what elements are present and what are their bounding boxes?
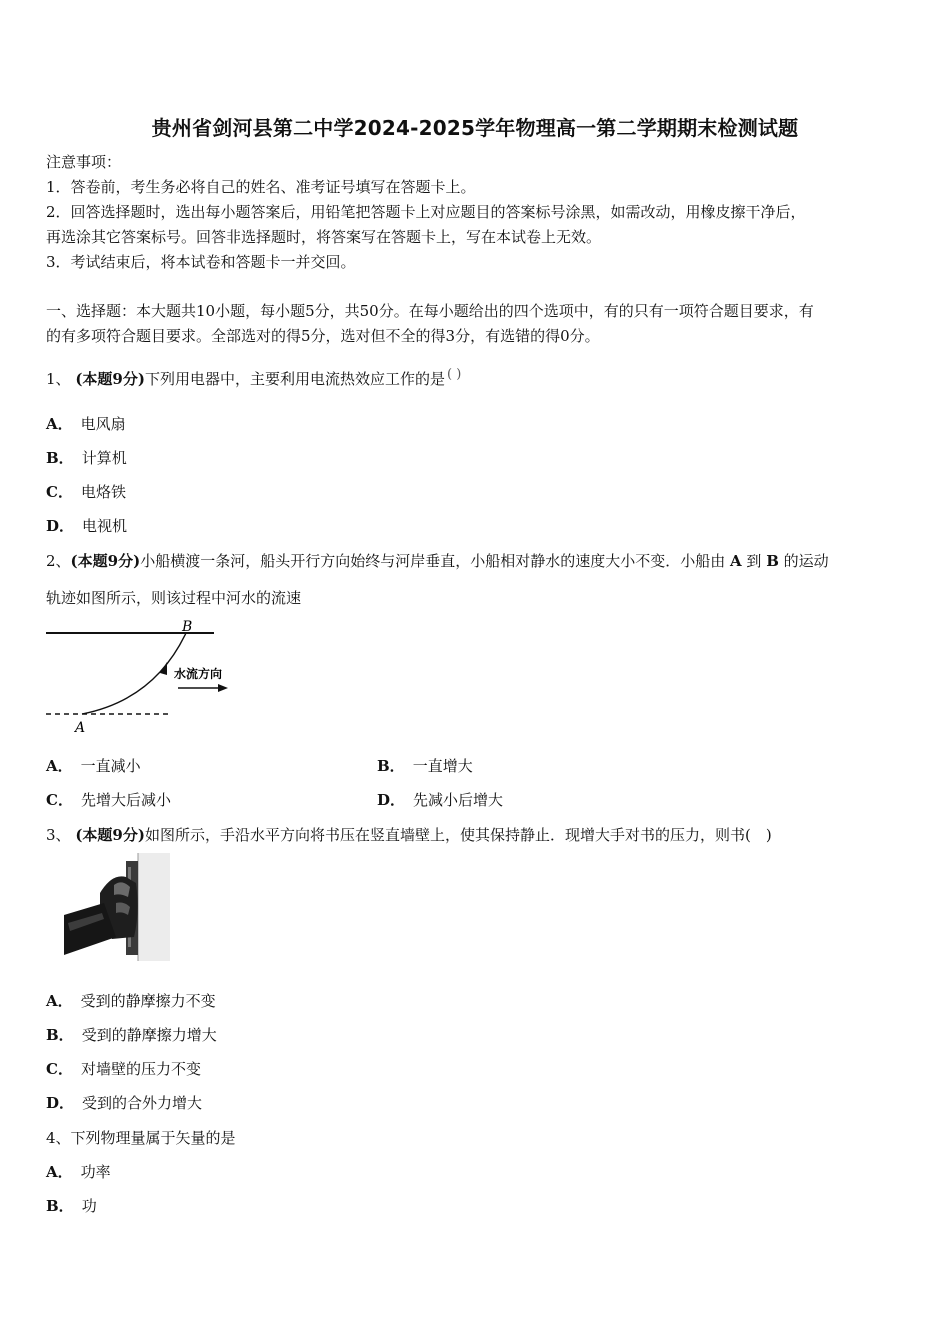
river-crossing-diagram bbox=[44, 615, 244, 737]
option-item bbox=[46, 1059, 201, 1079]
option-item bbox=[46, 516, 127, 536]
option-text: 电风扇 bbox=[80, 415, 126, 433]
option-text: 对墙壁的压力不变 bbox=[80, 1060, 201, 1078]
option-item bbox=[46, 1196, 97, 1216]
option-label: D． bbox=[46, 517, 75, 535]
option-text: 先减小后增大 bbox=[413, 791, 504, 809]
question-4-stem bbox=[46, 1128, 236, 1148]
point-a-label: A bbox=[729, 552, 742, 570]
option-label: D． bbox=[377, 791, 406, 809]
option-text: 功率 bbox=[80, 1163, 111, 1181]
question-text: 到 bbox=[746, 552, 762, 570]
option-item bbox=[46, 1093, 202, 1113]
option-label: C． bbox=[46, 791, 73, 809]
option-text: 计算机 bbox=[81, 449, 127, 467]
page-title: 贵州省剑河县第二中学2024-2025学年物理高一第二学期期末检测试题 bbox=[151, 116, 799, 140]
question-text: 下列用电器中，主要利用电流热效应工作的是 bbox=[144, 370, 445, 388]
section-heading-line2: 的有多项符合题目要求。全部选对的得5分，选对但不全的得3分，有选错的得0分。 bbox=[46, 327, 600, 345]
option-item bbox=[377, 790, 503, 810]
option-text: 受到的静摩擦力不变 bbox=[80, 992, 216, 1010]
point-a-marker: A bbox=[75, 720, 86, 736]
option-label: B． bbox=[46, 1026, 74, 1044]
question-2-stem-line1 bbox=[46, 551, 829, 571]
question-3-stem bbox=[46, 825, 772, 845]
option-item bbox=[46, 448, 127, 468]
option-text: 先增大后减小 bbox=[80, 791, 171, 809]
question-text: 的运动 bbox=[783, 552, 829, 570]
notice-heading: 注意事项： bbox=[46, 153, 122, 171]
question-score: (本题9分) bbox=[75, 370, 145, 388]
section-heading-line1: 一、选择题：本大题共10小题，每小题5分，共50分。在每小题给出的四个选项中，有的只有一项符合题目要求，有 bbox=[46, 302, 814, 320]
question-2-stem-line2: 轨迹如图所示，则该过程中河水的流速 bbox=[46, 589, 302, 607]
question-text: 小船横渡一条河，船头开行方向始终与河岸垂直，小船相对静水的速度大小不变．小船由 bbox=[140, 552, 726, 570]
answer-paren: ( ) bbox=[446, 367, 462, 382]
hand-book-wall-photo bbox=[64, 853, 176, 961]
question-number: 2、 bbox=[46, 552, 71, 570]
option-label: D． bbox=[46, 1094, 75, 1112]
question-1-stem bbox=[46, 365, 461, 389]
question-number: 3、 bbox=[46, 826, 71, 844]
option-text: 电视机 bbox=[82, 517, 128, 535]
notice-item: 再选涂其它答案标号。回答非选择题时，将答案写在答题卡上，写在本试卷上无效。 bbox=[46, 228, 602, 246]
question-text: 下列物理量属于矢量的是 bbox=[70, 1129, 236, 1147]
option-item bbox=[377, 756, 473, 776]
option-label: A． bbox=[46, 1163, 73, 1181]
notice-item: 1．答卷前，考生务必将自己的姓名、准考证号填写在答题卡上。 bbox=[46, 178, 476, 196]
option-text: 一直减小 bbox=[80, 757, 141, 775]
option-label: A． bbox=[46, 415, 73, 433]
question-number: 1、 bbox=[46, 370, 71, 388]
question-text: 如图所示，手沿水平方向将书压在竖直墙壁上，使其保持静止．现增大手对书的压力，则书( ) bbox=[144, 826, 772, 844]
notice-item: 3．考试结束后，将本试卷和答题卡一并交回。 bbox=[46, 253, 356, 271]
option-text: 受到的静摩擦力增大 bbox=[81, 1026, 217, 1044]
option-label: A． bbox=[46, 992, 73, 1010]
option-label: B． bbox=[46, 449, 74, 467]
option-label: C． bbox=[46, 483, 73, 501]
wall bbox=[138, 853, 170, 961]
option-label: B． bbox=[46, 1197, 74, 1215]
option-text: 电烙铁 bbox=[80, 483, 126, 501]
option-label: C． bbox=[46, 1060, 73, 1078]
question-score: (本题9分) bbox=[75, 826, 145, 844]
option-text: 功 bbox=[81, 1197, 97, 1215]
question-number: 4、 bbox=[46, 1129, 71, 1147]
option-text: 一直增大 bbox=[412, 757, 473, 775]
option-item bbox=[46, 1025, 217, 1045]
option-item bbox=[46, 790, 171, 810]
option-item bbox=[46, 414, 126, 434]
option-item bbox=[46, 1162, 111, 1182]
option-label: A． bbox=[46, 757, 73, 775]
flow-arrow-icon bbox=[218, 684, 228, 692]
point-b-label: B bbox=[766, 552, 779, 570]
option-item bbox=[46, 991, 216, 1011]
option-text: 受到的合外力增大 bbox=[82, 1094, 203, 1112]
point-b-marker: B bbox=[182, 619, 193, 635]
notice-item: 2．回答选择题时，选出每小题答案后，用铅笔把答题卡上对应题目的答案标号涂黑，如需改动，用橡皮擦干净后， bbox=[46, 203, 806, 221]
flow-direction-label: 水流方向 bbox=[174, 667, 223, 681]
option-label: B． bbox=[377, 757, 405, 775]
option-item bbox=[46, 482, 126, 502]
question-score: (本题9分) bbox=[70, 552, 141, 570]
boat-trajectory bbox=[82, 633, 186, 714]
option-item bbox=[46, 756, 141, 776]
trajectory-arrowhead bbox=[160, 662, 167, 675]
